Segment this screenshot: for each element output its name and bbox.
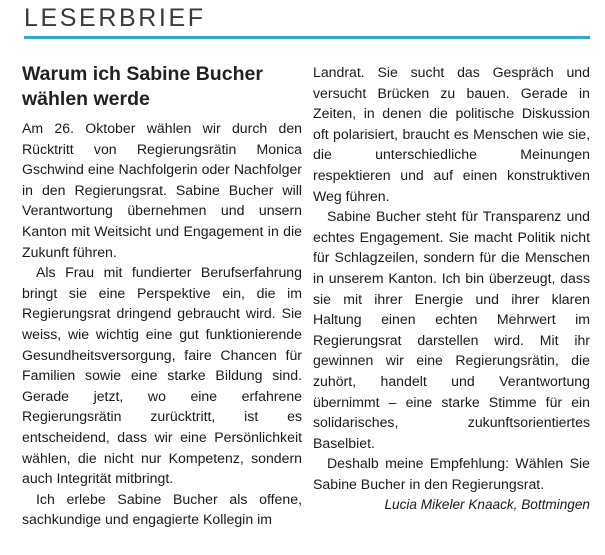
article-paragraph-1: Am 26. Oktober wählen wir durch den Rücktritt von Regierungsrätin Monica Gschwind eine Nachfolgerin oder Nachfolger in den Regierungsrat. Sabine Bucher will Verantwortung übernehmen und unsern Kanton mit Weitsicht und Engagement in die Zukunft führen.	[22, 120, 302, 260]
article-paragraph-3-part-2: Landrat. Sie sucht das Gespräch und versucht Brücken zu bauen. Gerade in Zeiten, in denen die politische Diskussion oft polarisiert, braucht es Menschen wie sie, die unterschiedliche Meinungen respektieren und auf einen konstruktiven Weg führen.	[313, 64, 590, 204]
article-paragraph-3-part-1: Ich erlebe Sabine Bucher als offene, sachkundige und engagierte Kollegin im	[22, 490, 302, 528]
article-column-left	[22, 118, 302, 530]
article-paragraph-4: Sabine Bucher steht für Transparenz und echtes Engagement. Sie macht Politik nicht für Schlagzeilen, sondern für die Menschen in unserem Kanton. Ich bin überzeugt, dass sie mit ihrer Energie und ihrer klaren Haltung einen echten Mehrwert im Regierungsrat darstellen wird. Mit ihr gewinnen wir eine Regierungsrätin, die zuhört, handelt und Verantwortung übernimmt – eine starke Stimme für ein solidarisches, zukunftsorientiertes Baselbiet.	[313, 208, 590, 451]
section-header	[24, 2, 590, 38]
section-divider	[24, 36, 590, 39]
article-paragraph-3-end	[313, 62, 590, 206]
article-headline: Warum ich Sabine Bucher wählen werde	[22, 63, 263, 110]
section-title: LESERBRIEF	[24, 4, 206, 32]
article-paragraph-5: Deshalb meine Empfehlung: Wählen Sie Sabine Bucher in den Regierungsrat.	[313, 455, 590, 492]
article-paragraph-3-start	[22, 489, 302, 530]
article-column-right	[313, 62, 590, 516]
author-signature: Lucia Mikeler Knaack, Bottmingen	[384, 497, 590, 513]
article-paragraph-2: Als Frau mit fundierter Berufserfahrung bringt sie eine Perspektive ein, die im Regierungsrat dringend gebraucht wird. Sie weiss, wie wichtig eine gut funktionierende Gesundheitsversorgung, faire Chancen für Familien sowie eine starke Bildung sind. Gerade jetzt, wo eine erfahrene Regierungsrätin zurücktritt, ist es entscheidend, dass wir eine Persönlichkeit wählen, die nicht nur Kompetenz, sondern auch Integrität mitbringt.	[22, 264, 302, 487]
